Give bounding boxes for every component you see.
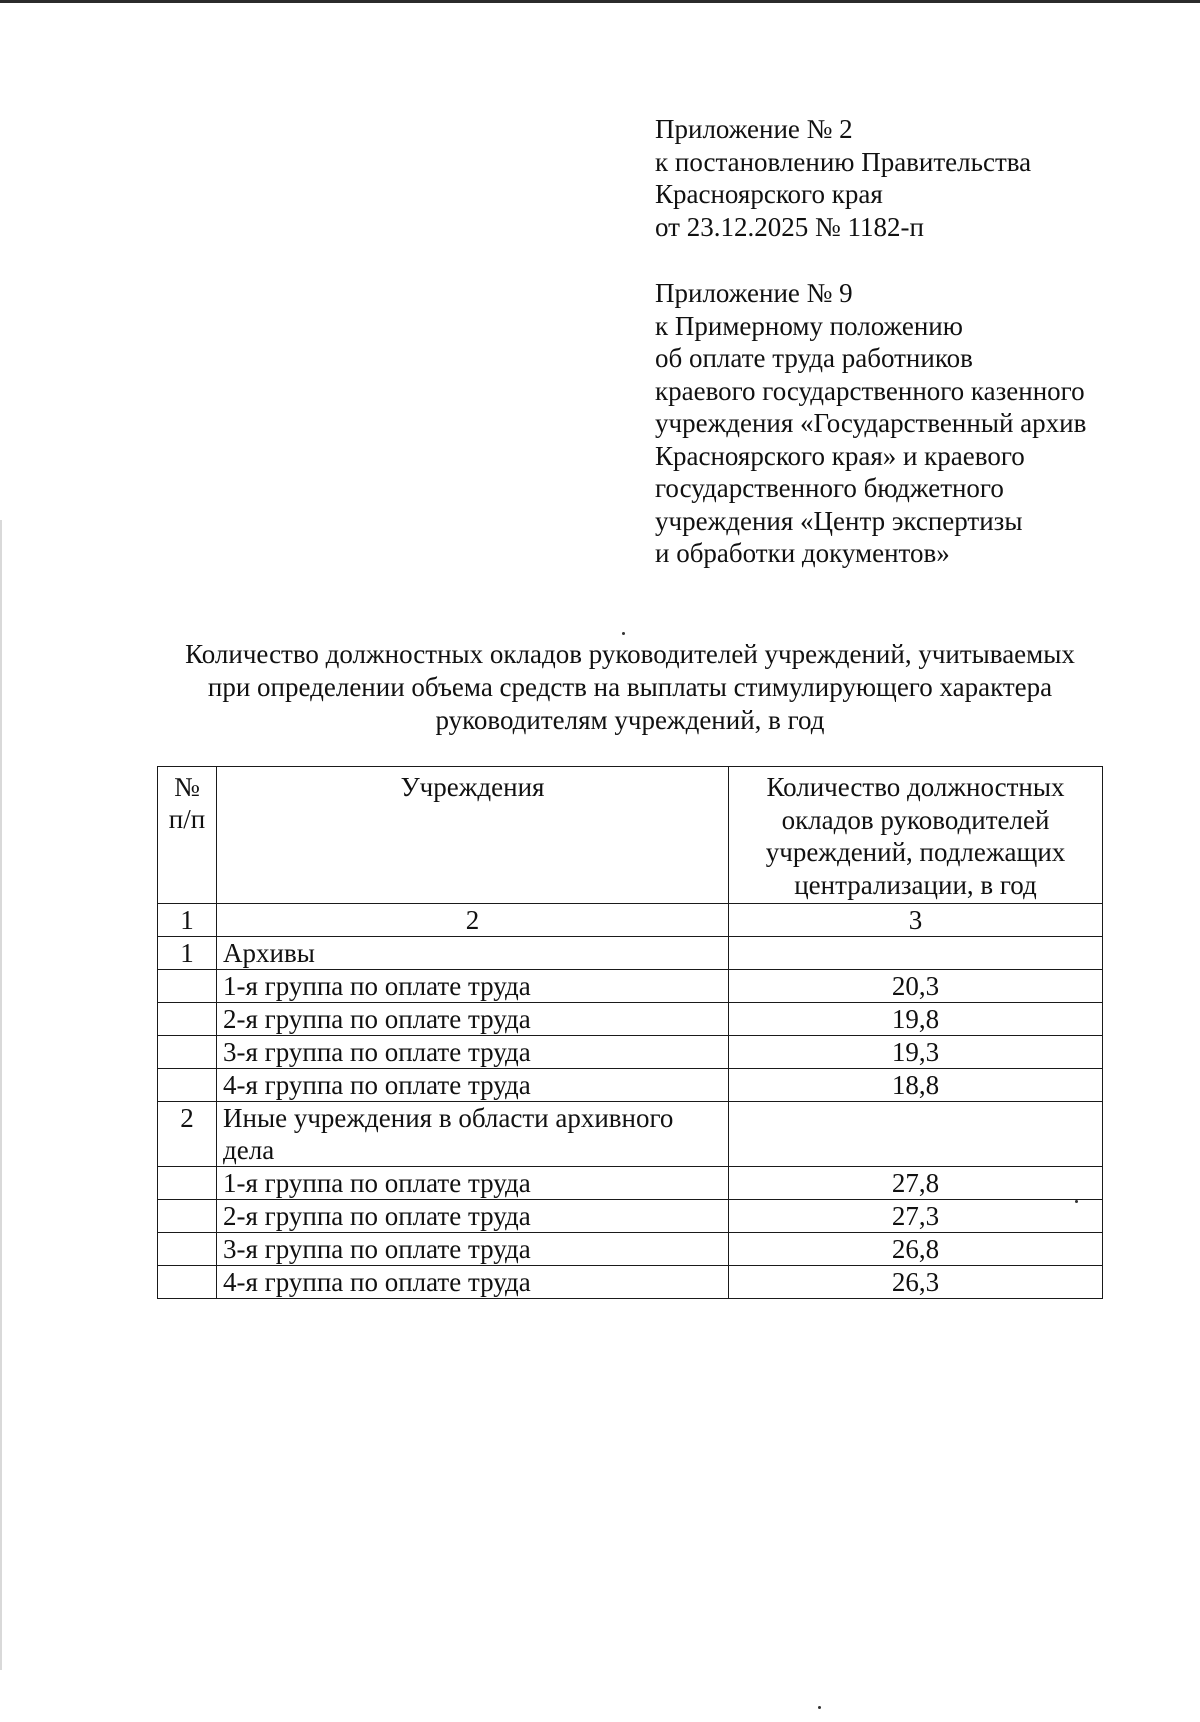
row-group: 1-я группа по оплате труда	[217, 1167, 729, 1200]
appendix-line: государственного бюджетного	[655, 473, 1004, 503]
row-group: 2-я группа по оплате труда	[217, 1200, 729, 1233]
row-group: 2-я группа по оплате труда	[217, 1003, 729, 1036]
row-group: 4-я группа по оплате труда	[217, 1266, 729, 1299]
row-value: 26,3	[729, 1266, 1103, 1299]
section-value-empty	[729, 1102, 1103, 1167]
row-value: 26,8	[729, 1233, 1103, 1266]
table-row	[158, 1036, 1103, 1069]
appendix-line: к постановлению Правительства	[655, 146, 1032, 177]
section-num: 1	[158, 937, 217, 970]
scan-top-border	[0, 0, 1200, 3]
column-index: 1	[158, 904, 217, 937]
row-num-empty	[158, 1266, 217, 1299]
salary-table	[157, 766, 1103, 1299]
scan-left-edge	[0, 520, 2, 1670]
appendix-line: Приложение № 2	[655, 114, 853, 144]
document-title	[120, 638, 1140, 737]
section-row	[158, 1102, 1103, 1167]
row-num-empty	[158, 1167, 217, 1200]
appendix-line: Красноярского края» и краевого	[655, 440, 1025, 471]
row-group: 4-я группа по оплате труда	[217, 1069, 729, 1102]
row-value: 27,8	[729, 1167, 1103, 1200]
scan-speck	[818, 1706, 821, 1709]
scan-speck	[622, 632, 625, 635]
header-num-text: № п/п	[168, 772, 206, 834]
row-num-empty	[158, 1003, 217, 1036]
row-group: 3-я группа по оплате труда	[217, 1233, 729, 1266]
table-row	[158, 1200, 1103, 1233]
row-group: 3-я группа по оплате труда	[217, 1036, 729, 1069]
appendix-line: Красноярского края	[655, 179, 883, 209]
section-num: 2	[158, 1102, 217, 1167]
title-line: руководителям учреждений, в год	[435, 705, 825, 735]
appendix-line: к Примерному положению	[655, 310, 963, 341]
appendix-line: учреждения «Центр экспертизы	[655, 505, 1023, 536]
table-row	[158, 1167, 1103, 1200]
column-index-row	[158, 904, 1103, 937]
row-num-empty	[158, 1069, 217, 1102]
appendix-line: от 23.12.2025 № 1182-п	[655, 211, 924, 242]
section-value-empty	[729, 937, 1103, 970]
table-row	[158, 970, 1103, 1003]
row-num-empty	[158, 970, 217, 1003]
table-row	[158, 1266, 1103, 1299]
section-name	[217, 1102, 729, 1167]
appendix-line: учреждения «Государственный архив	[655, 408, 1087, 438]
header-num	[158, 767, 217, 904]
section-row	[158, 937, 1103, 970]
appendix-line: и обработки документов»	[655, 538, 950, 568]
row-value: 19,8	[729, 1003, 1103, 1036]
title-line: при определении объема средств на выплаты стимулирующего характера	[207, 672, 1053, 702]
header-quantity-text: Количество должностных окладов руководителей учреждений, подлежащих централизации, в год	[765, 772, 1066, 900]
table-row	[158, 1233, 1103, 1266]
row-num-empty	[158, 1036, 217, 1069]
scan-speck	[1075, 1200, 1078, 1203]
section-name: Архивы	[217, 937, 729, 970]
section-name-text: Иные учреждения в области архивного дела	[223, 1103, 674, 1165]
appendix-2-header	[655, 113, 1031, 243]
header-institutions	[217, 767, 729, 904]
appendix-line: Приложение № 9	[655, 278, 853, 308]
table-row	[158, 1069, 1103, 1102]
table-header-row	[158, 767, 1103, 904]
header-institutions-text: Учреждения	[400, 772, 545, 802]
appendix-line: об оплате труда работников	[655, 343, 973, 373]
row-num-empty	[158, 1200, 217, 1233]
appendix-9-header	[655, 277, 1086, 570]
column-index: 2	[217, 904, 729, 937]
appendix-line: краевого государственного казенного	[655, 375, 1085, 406]
header-quantity	[729, 767, 1103, 904]
row-value: 18,8	[729, 1069, 1103, 1102]
row-num-empty	[158, 1233, 217, 1266]
row-value: 27,3	[729, 1200, 1103, 1233]
row-group: 1-я группа по оплате труда	[217, 970, 729, 1003]
title-line: Количество должностных окладов руководителей учреждений, учитываемых	[185, 639, 1075, 669]
column-index: 3	[729, 904, 1103, 937]
table-row	[158, 1003, 1103, 1036]
row-value: 19,3	[729, 1036, 1103, 1069]
row-value: 20,3	[729, 970, 1103, 1003]
